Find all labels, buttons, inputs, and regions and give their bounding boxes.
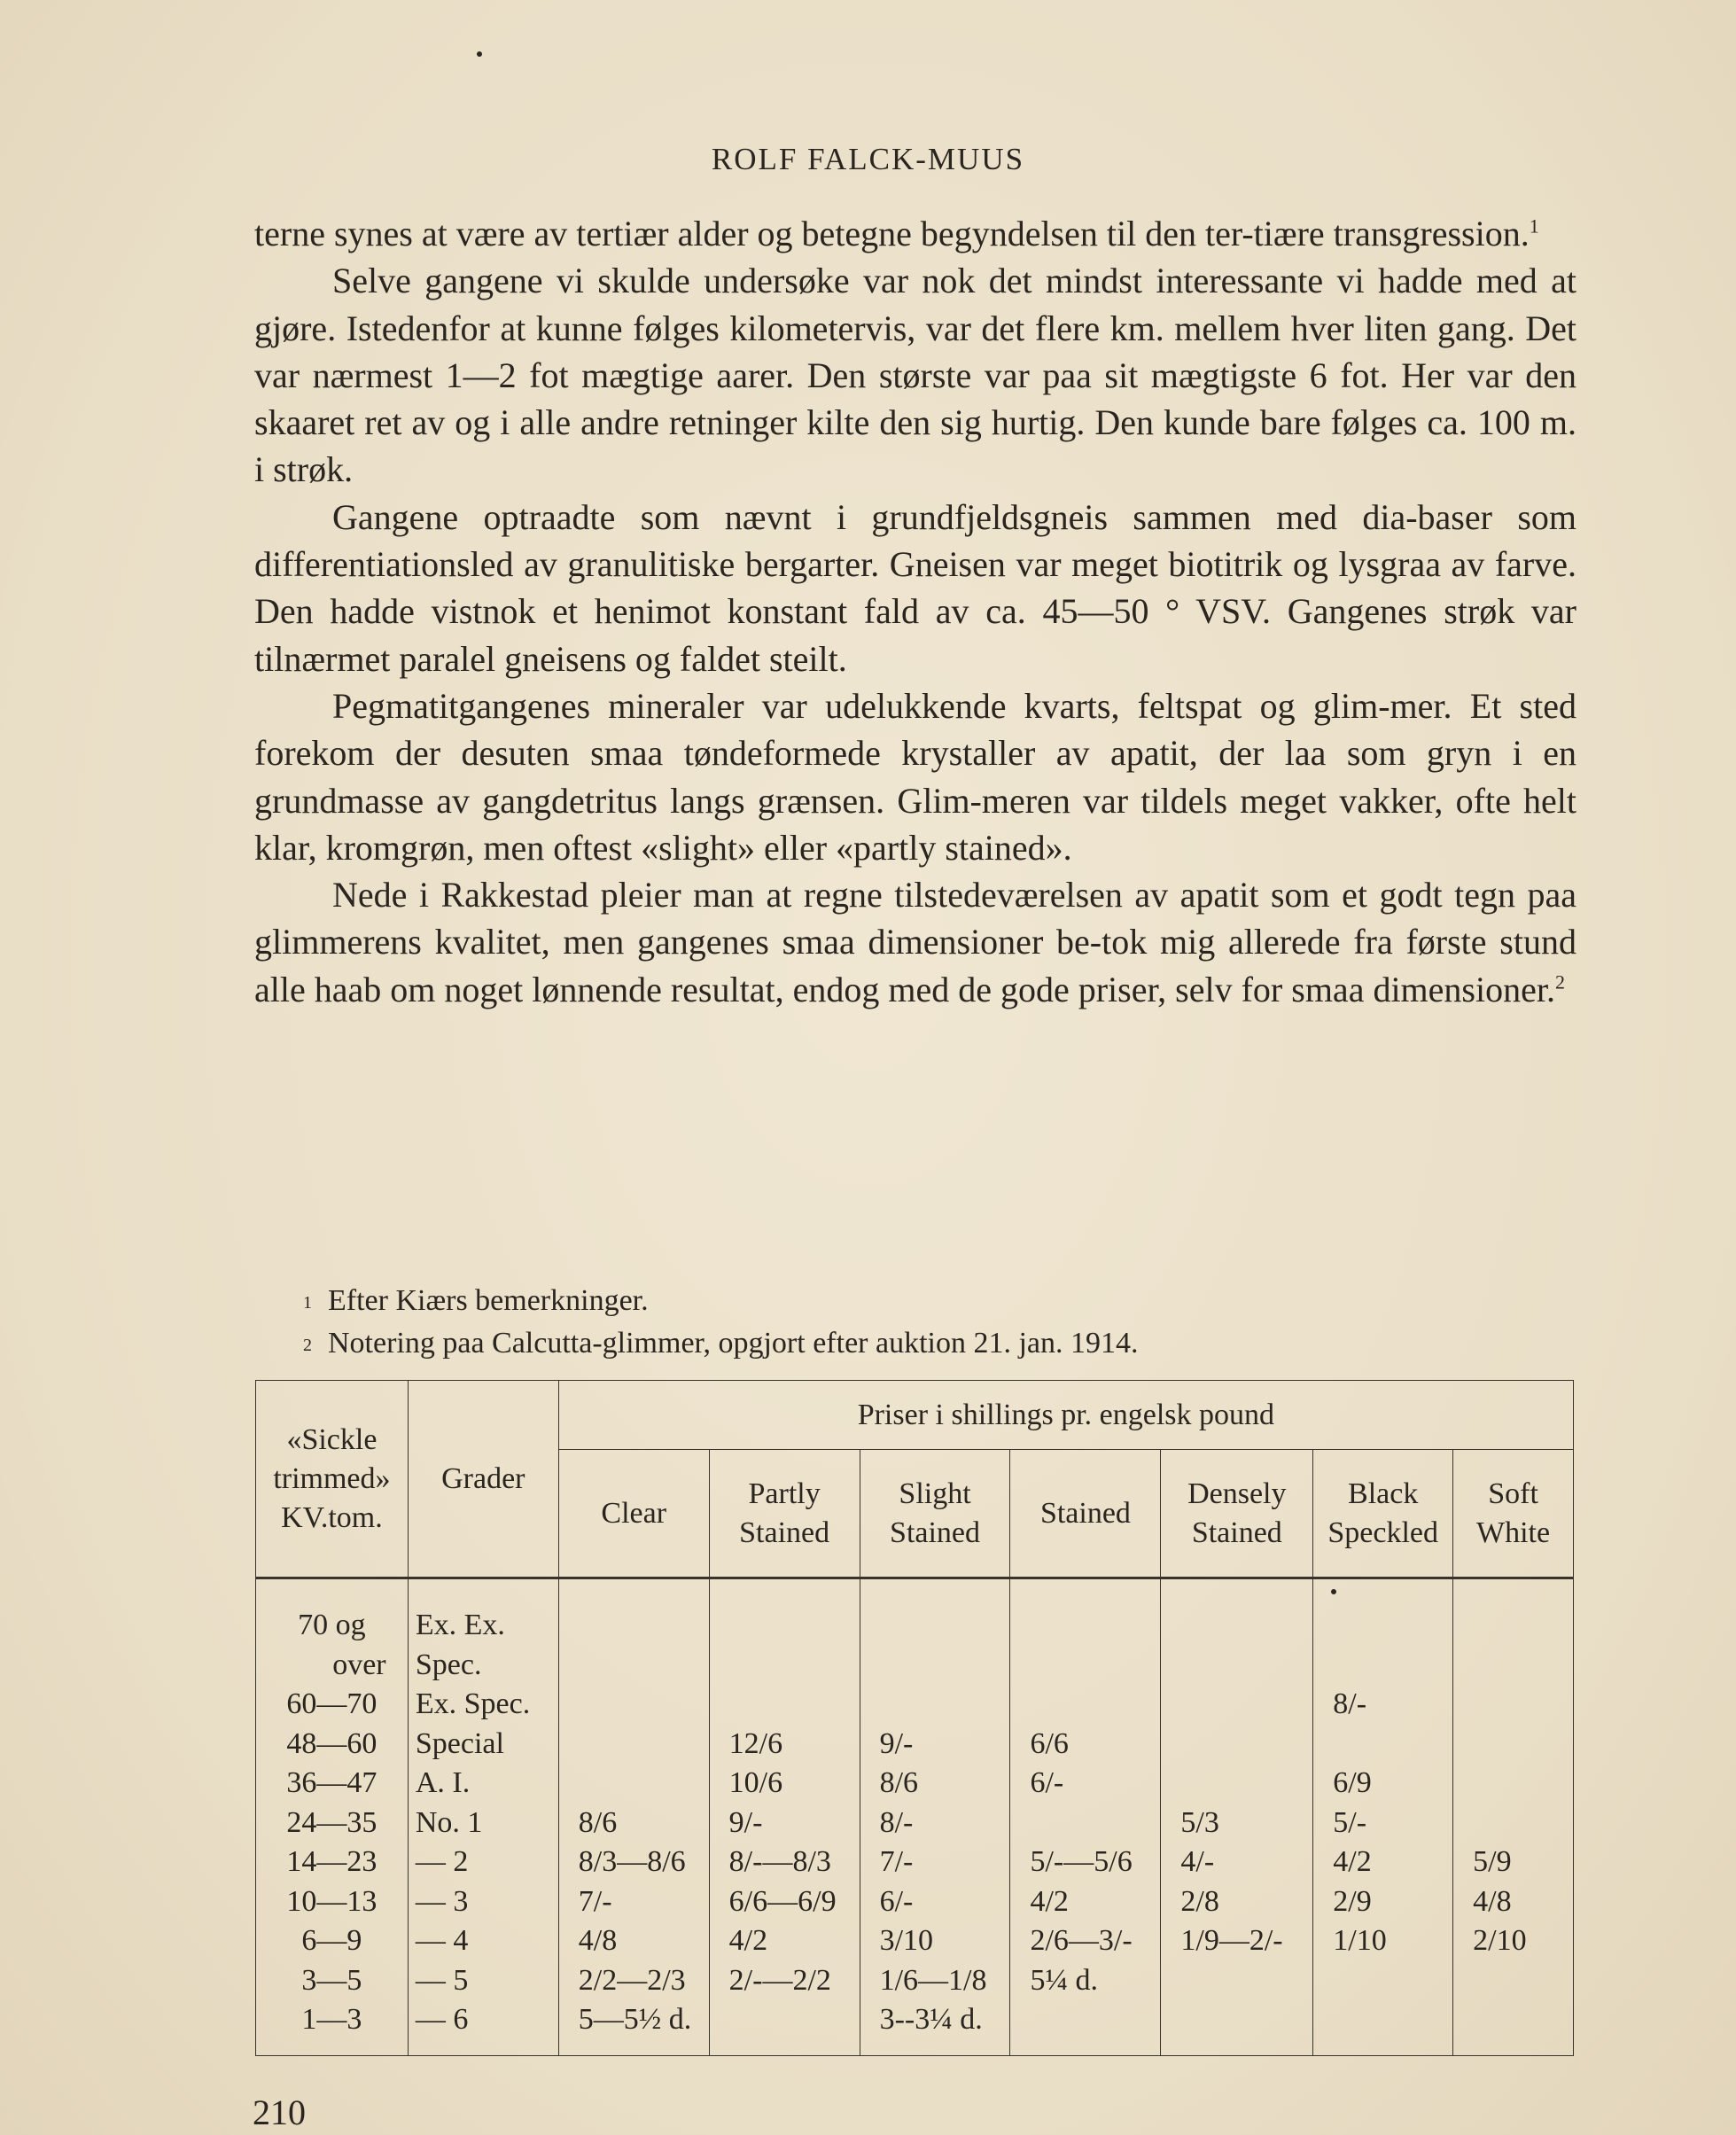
table-cell: 6/6 — [1030, 1726, 1069, 1760]
footnote-mark: 1 — [303, 1293, 312, 1313]
table-cell: — 4 — [415, 1924, 469, 1957]
table-cell: Ex. Spec. — [415, 1687, 531, 1720]
page-number: 210 — [253, 2092, 306, 2132]
table-cell — [1161, 1685, 1312, 1725]
table-cell: 6/- — [1030, 1766, 1064, 1799]
paragraph-5: Nede i Rakkestad pleier man at regne tilstedeværelsen av apatit som et godt tegn paa glimmerens kvalitet, men gangenes smaa dimensioner be-tok mig allerede fra første stund alle haab om noget lønnende resultat, endog med de gode priser, selv for smaa dimensioner.$^2$ — [254, 875, 1576, 1009]
footnote-1 — [303, 1281, 1569, 1323]
table-cell: 2/8 — [1180, 1884, 1219, 1918]
table-cell — [1010, 1646, 1160, 1686]
table-cell: — 2 — [415, 1845, 469, 1878]
footnote-ref-1[interactable]: 1 — [1529, 214, 1539, 238]
table-cell — [1161, 1606, 1312, 1646]
table-cell: Ex. Ex. — [415, 1609, 505, 1641]
table-cell — [710, 1606, 860, 1646]
table-cell: 1—3 — [301, 2003, 362, 2036]
stained-column — [1010, 1578, 1161, 2056]
table-cell: 70 og — [298, 1609, 366, 1641]
header-price-group: Priser i shillings pr. engelsk pound — [558, 1381, 1573, 1450]
table-cell — [1161, 1764, 1312, 1804]
table-cell — [860, 1646, 1010, 1686]
table-cell: 3/10 — [879, 1924, 934, 1957]
header-black-speckled: Black Speckled — [1313, 1450, 1453, 1578]
paragraph-3: Gangene optraadte som nævnt i grundfjeldsgneis sammen med dia-baser som differentiationsled av granulitiske bergarter. Gneisen var meget biotitrik og lysgraa av farve. Den hadde vistnok et henimot konstant fald av ca. 45—50 ° VSV. Gangenes strøk var tilnærmet paralel gneisens og faldet steilt. — [254, 496, 1576, 679]
table-cell — [1161, 2000, 1312, 2040]
table-cell: — 3 — [415, 1884, 469, 1918]
footnote-text: Notering paa Calcutta-glimmer, opgjort efter auktion 21. jan. 1914. — [328, 1327, 1139, 1360]
table-cell — [559, 1764, 709, 1804]
table-cell: 5/-—5/6 — [1030, 1845, 1133, 1878]
slight-stained-column — [860, 1578, 1010, 2056]
table-cell — [1453, 1606, 1573, 1646]
table-cell: 6—9 — [301, 1924, 362, 1957]
table-cell: 7/- — [879, 1845, 914, 1878]
table-cell: 1/6—1/8 — [879, 1963, 987, 1997]
table-cell: Special — [415, 1726, 504, 1760]
footnote-ref-2[interactable]: 2 — [1554, 970, 1565, 993]
table-cell — [559, 1725, 709, 1765]
clear-column — [558, 1578, 709, 2056]
table-cell: 5/9 — [1473, 1845, 1512, 1878]
table-cell — [1313, 1606, 1452, 1646]
table-cell: 9/- — [728, 1805, 763, 1839]
table-cell: 2/-—2/2 — [728, 1963, 831, 1997]
table-cell — [559, 1685, 709, 1725]
table-cell — [1313, 2000, 1452, 2040]
table-cell: 7/- — [578, 1884, 612, 1918]
table-cell — [860, 1685, 1010, 1725]
table-cell: 4/2 — [1030, 1884, 1069, 1918]
table-cell: 2/2—2/3 — [578, 1963, 686, 1997]
table-cell: 3—5 — [301, 1963, 362, 1997]
paper-speck — [1331, 1589, 1336, 1594]
table-cell: 4/2 — [1333, 1845, 1372, 1878]
table-cell — [1453, 1646, 1573, 1686]
soft-white-column — [1453, 1578, 1574, 2056]
footnote-mark: 2 — [303, 1336, 312, 1355]
table-cell: 14—23 — [286, 1845, 378, 1878]
table-cell: A. I. — [415, 1766, 471, 1799]
footnote-text: Efter Kiærs bemerkninger. — [328, 1284, 649, 1317]
table-cell — [1453, 1725, 1573, 1765]
header-size: «Sickle trimmed» KV.tom. — [256, 1381, 409, 1578]
table-cell: 36—47 — [286, 1766, 378, 1799]
footnotes — [303, 1281, 1569, 1366]
table-cell — [1313, 1961, 1452, 2001]
running-header: ROLF FALCK-MUUS — [711, 142, 1025, 176]
table-cell: 8/6 — [879, 1766, 919, 1799]
table-cell: 9/- — [879, 1726, 914, 1760]
table-cell: 12/6 — [728, 1726, 783, 1760]
table-cell: 5/- — [1333, 1805, 1367, 1839]
table-cell: 8/- — [1333, 1687, 1367, 1720]
table-cell — [1010, 1685, 1160, 1725]
table-cell — [710, 1646, 860, 1686]
densely-stained-column — [1161, 1578, 1313, 2056]
table-cell: 3--3¼ d. — [879, 2003, 983, 2036]
table-cell: 2/6—3/- — [1030, 1924, 1133, 1957]
table-cell — [1453, 1764, 1573, 1804]
table-cell — [1313, 1725, 1452, 1765]
header-slight-stained: Slight Stained — [860, 1450, 1010, 1578]
header-clear: Clear — [558, 1450, 709, 1578]
table-cell: 10/6 — [728, 1766, 783, 1799]
table-cell — [710, 1685, 860, 1725]
table-cell: Spec. — [415, 1648, 482, 1681]
mica-price-table — [255, 1380, 1574, 2056]
black-speckled-column — [1313, 1578, 1453, 2056]
table-cell — [559, 1646, 709, 1686]
table-cell: 60—70 — [286, 1687, 378, 1720]
table-cell: 2/9 — [1333, 1884, 1372, 1918]
table-cell: 8/6 — [578, 1805, 618, 1839]
table-cell: — 6 — [415, 2003, 469, 2036]
paper-speck — [477, 51, 482, 57]
body-text — [254, 210, 1576, 1013]
table-cell — [1010, 1804, 1160, 1843]
table-cell — [710, 2000, 860, 2040]
table-cell: 8/-—8/3 — [728, 1845, 831, 1878]
table-cell: 5¼ d. — [1030, 1963, 1098, 1997]
table-cell: 4/2 — [728, 1924, 768, 1957]
table-cell — [1453, 1961, 1573, 2001]
table-cell — [1453, 2000, 1573, 2040]
table-cell: 1/9—2/- — [1180, 1924, 1283, 1957]
table-cell: 4/8 — [578, 1924, 618, 1957]
table-cell: 1/10 — [1333, 1924, 1387, 1957]
table-cell: 4/8 — [1473, 1884, 1512, 1918]
size-column — [256, 1578, 409, 2056]
table-cell: 6/9 — [1333, 1766, 1372, 1799]
table-cell: 2/10 — [1473, 1924, 1527, 1957]
table-cell: 10—13 — [286, 1884, 378, 1918]
grade-column — [408, 1578, 558, 2056]
price-table-container — [255, 1380, 1574, 2056]
partly-stained-column — [709, 1578, 860, 2056]
table-cell — [1453, 1685, 1573, 1725]
footnote-2 — [303, 1323, 1569, 1366]
table-cell: 6/- — [879, 1884, 914, 1918]
table-cell: 48—60 — [286, 1726, 378, 1760]
paragraph-2: Selve gangene vi skulde undersøke var nok det mindst interessante vi hadde med at gjøre. Istedenfor at kunne følges kilometervis, var det flere km. mellem hver liten gang. Det var nærmest 1—2 fot mægtige aarer. Den største var paa sit mægtigste 6 fot. Her var den skaaret ret av og i alle andre retninger kilte den sig hurtig. Den kunde bare følges ca. 100 m. i strøk. — [254, 261, 1576, 490]
table-cell: 8/3—8/6 — [578, 1845, 686, 1878]
header-partly-stained: Partly Stained — [709, 1450, 860, 1578]
table-cell: 24—35 — [286, 1805, 378, 1839]
table-cell — [559, 1606, 709, 1646]
paragraph-1: terne synes at være av tertiær alder og betegne begyndelsen til den ter-tiære transgression.$^1$ — [254, 214, 1539, 253]
table-cell — [1453, 1804, 1573, 1843]
table-cell: over — [332, 1648, 386, 1681]
table-cell: — 5 — [415, 1963, 469, 1997]
table-cell — [1010, 1606, 1160, 1646]
table-cell: No. 1 — [415, 1805, 483, 1839]
table-cell — [1010, 2000, 1160, 2040]
header-soft-white: Soft White — [1453, 1450, 1574, 1578]
table-cell — [1161, 1961, 1312, 2001]
header-densely-stained: Densely Stained — [1161, 1450, 1313, 1578]
header-grade: Grader — [408, 1381, 558, 1578]
table-cell — [860, 1606, 1010, 1646]
table-cell: 5/3 — [1180, 1805, 1219, 1839]
table-cell: 6/6—6/9 — [728, 1884, 837, 1918]
table-cell: 4/- — [1180, 1845, 1215, 1878]
table-cell: 5—5½ d. — [578, 2003, 692, 2036]
table-cell: 8/- — [879, 1805, 914, 1839]
header-stained: Stained — [1010, 1450, 1161, 1578]
table-cell — [1313, 1646, 1452, 1686]
paragraph-4: Pegmatitgangenes mineraler var udelukkende kvarts, feltspat og glim-mer. Et sted forekom der desuten smaa tøndeformede krystaller av apatit, der laa som gryn i en grundmasse av gangdetritus langs grænsen. Glim-meren var tildels meget vakker, ofte helt klar, kromgrøn, men oftest «slight» eller «partly stained». — [254, 685, 1576, 868]
table-cell — [1161, 1725, 1312, 1765]
table-cell — [1161, 1646, 1312, 1686]
